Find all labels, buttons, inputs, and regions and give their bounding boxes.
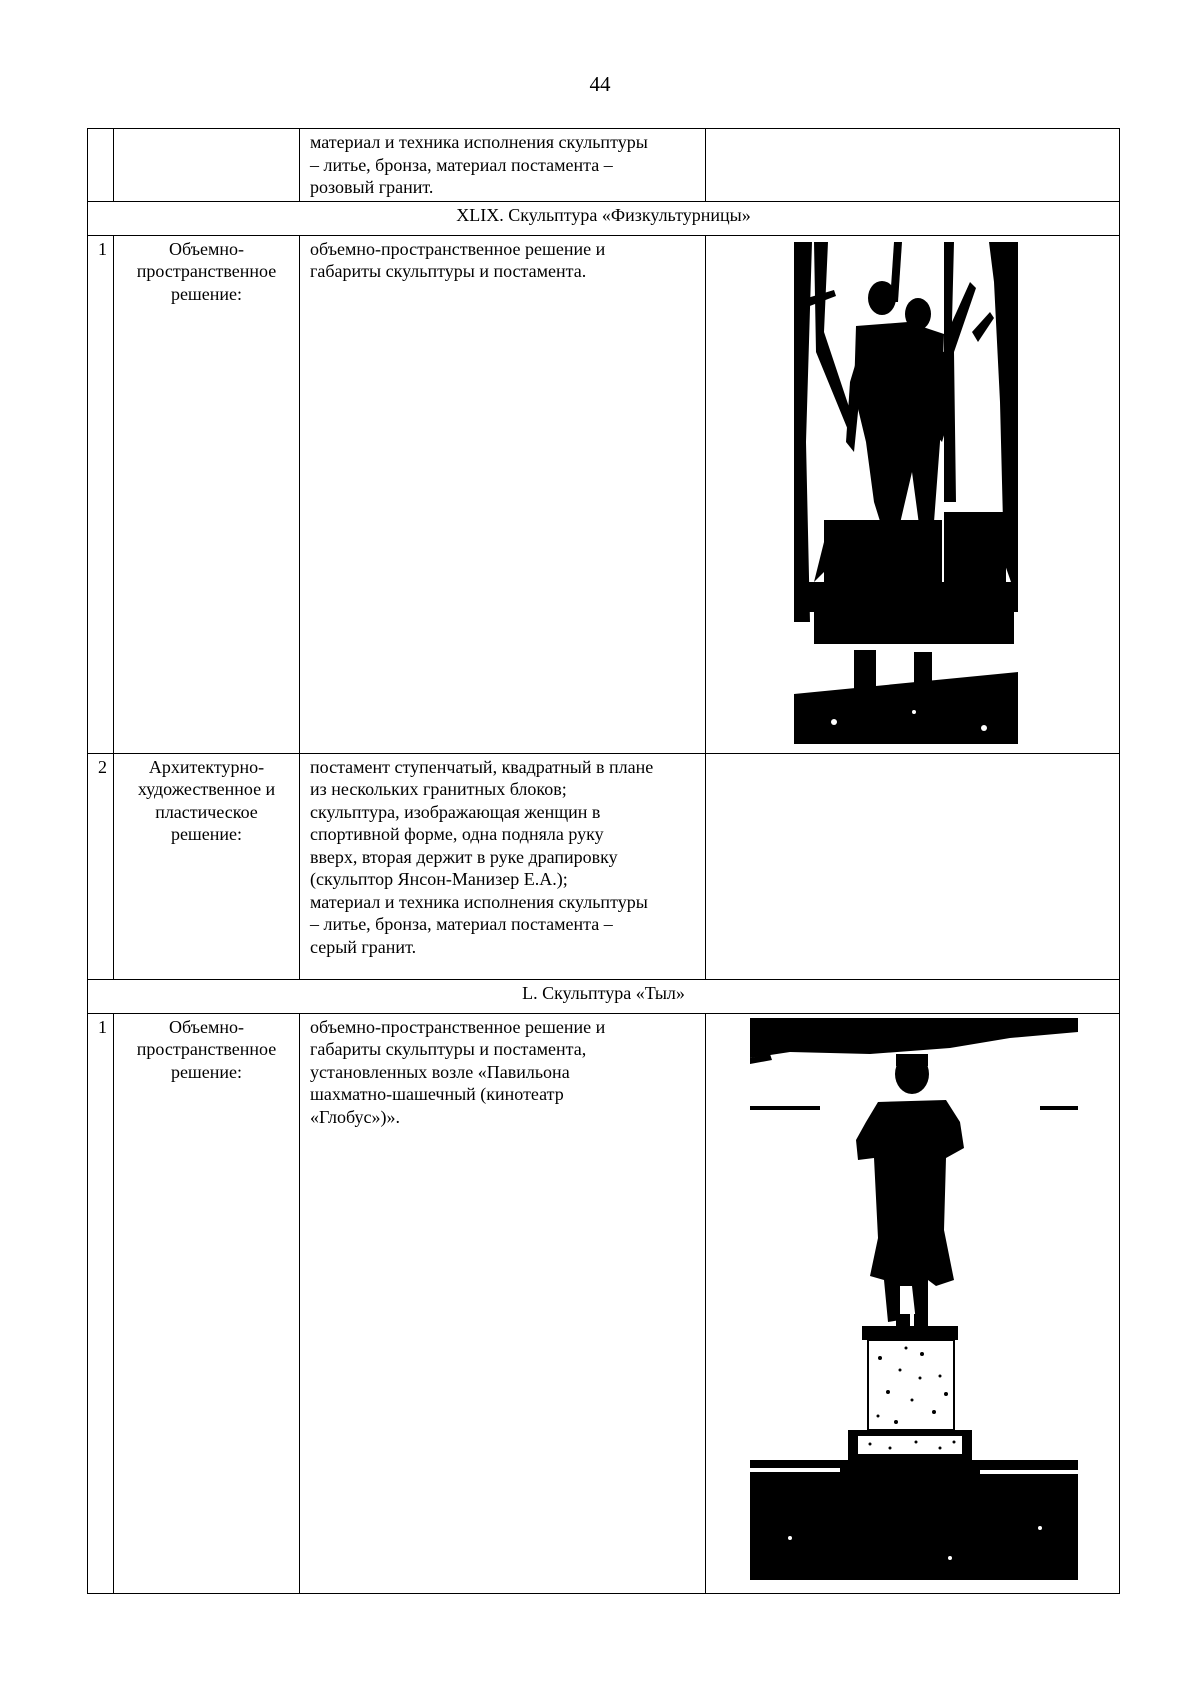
description-line: скульптура, изображающая женщин в [310, 801, 601, 822]
table-row-xlix-2 [88, 753, 1120, 979]
row-photo-cell [706, 1013, 1120, 1593]
row-photo-cell [706, 235, 1120, 753]
description-line: из нескольких гранитных блоков; [310, 779, 567, 799]
row-label-line: художественное и [137, 779, 276, 799]
description-line: вверх, вторая держит в руке драпировку [310, 846, 618, 867]
row-label-cell [114, 1013, 300, 1593]
row-label-line: пластическое [155, 801, 258, 822]
description-line: «Глобус»)». [310, 1106, 400, 1127]
row-label-line: пространственное [136, 261, 277, 281]
sculpture-photo-tyl [750, 1018, 1078, 1580]
row-label-line: решение: [170, 824, 243, 844]
description-line: – литье, бронза, материал постамента – [310, 914, 613, 934]
row-number: 2 [88, 753, 114, 979]
row-label-cell [114, 753, 300, 979]
page-number: 44 [589, 72, 611, 96]
row-description-cell [300, 129, 706, 202]
row-photo-cell [706, 753, 1120, 979]
description-line: серый гранит. [310, 936, 417, 957]
row-label-cell [114, 235, 300, 753]
description-line: спортивной форме, одна подняла руку [310, 824, 604, 844]
table-row-xlix-1 [88, 235, 1120, 753]
row-number: 1 [88, 235, 114, 753]
row-label-line: Объемно- [168, 238, 245, 259]
row-label-line: Объемно- [168, 1016, 245, 1037]
description-line: – литье, бронза, материал постамента – [310, 154, 613, 175]
row-description-cell [300, 1013, 706, 1593]
row-label-line: Архитектурно- [148, 756, 265, 777]
section-title-l: L. Скульптура «Тыл» [88, 979, 1120, 1013]
monument-description-table [87, 128, 1120, 1594]
section-header-row [88, 201, 1120, 235]
row-label-cell [114, 129, 300, 202]
row-label-line: решение: [170, 283, 243, 304]
section-header-row [88, 979, 1120, 1013]
description-line: постамент ступенчатый, квадратный в плане [310, 756, 654, 777]
description-line: установленных возле «Павильона [310, 1061, 570, 1082]
sculpture-photo-fizkulturnitsy [794, 242, 1018, 744]
row-number: 1 [88, 1013, 114, 1593]
table-row-continued [88, 129, 1120, 202]
description-line: розовый гранит. [310, 177, 434, 197]
description-line: материал и техника исполнения скульптуры [310, 891, 648, 912]
row-number-cell [88, 129, 114, 202]
description-line: шахматно-шашечный (кинотеатр [310, 1084, 564, 1104]
description-line: габариты скульптуры и постамента, [310, 1039, 587, 1059]
description-line: (скульптор Янсон-Манизер Е.А.); [310, 869, 568, 889]
description-line: материал и техника исполнения скульптуры [310, 132, 648, 152]
row-label-line: решение: [170, 1061, 243, 1082]
section-title-xlix: XLIX. Скульптура «Физкультурницы» [88, 201, 1120, 235]
row-label-line: пространственное [136, 1039, 277, 1059]
description-line: объемно-пространственное решение и [310, 1016, 606, 1037]
row-description-cell [300, 235, 706, 753]
row-description-cell [300, 753, 706, 979]
description-line: объемно-пространственное решение и [310, 238, 606, 259]
description-line: габариты скульптуры и постамента. [310, 261, 587, 281]
table-row-l-1 [88, 1013, 1120, 1593]
row-photo-cell [706, 129, 1120, 202]
